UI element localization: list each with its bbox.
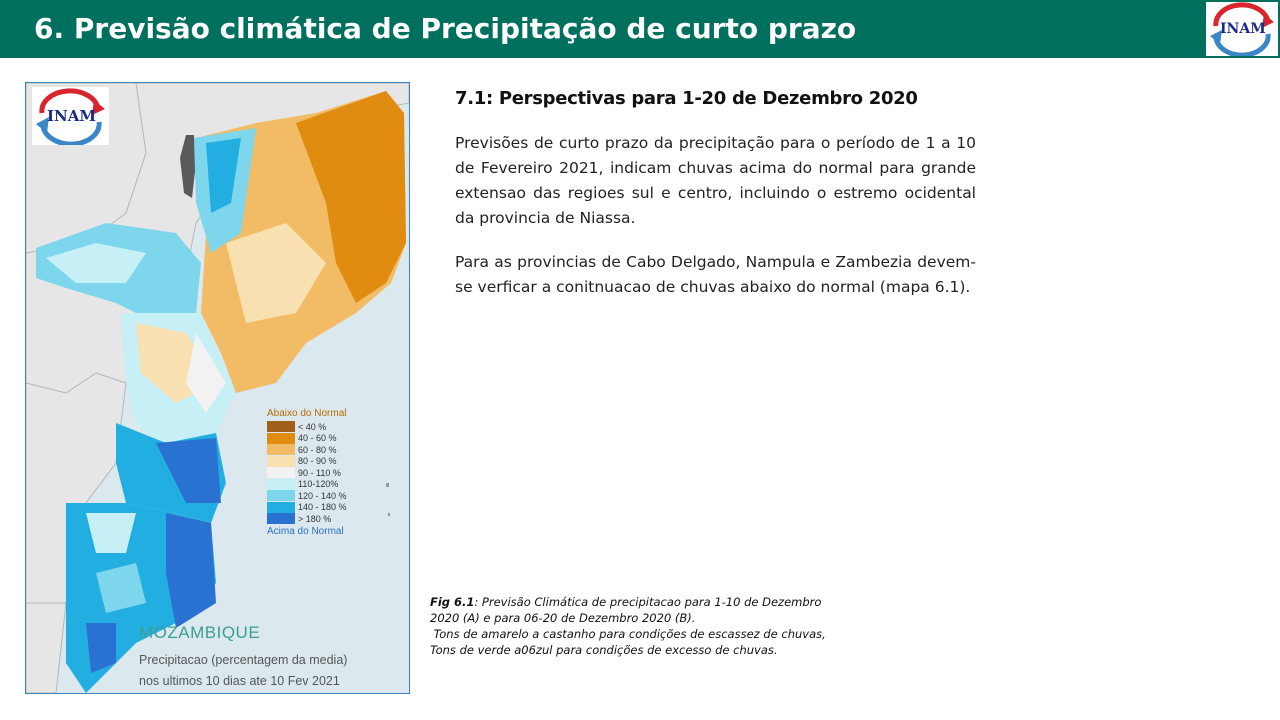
legend-label: < 40 % (298, 421, 327, 432)
legend-row (267, 490, 387, 502)
legend-row (267, 444, 387, 456)
legend-row (267, 513, 387, 525)
legend-label: 40 - 60 % (298, 433, 337, 444)
legend-title-below-normal: Abaixo do Normal (267, 408, 347, 419)
legend-swatch (267, 444, 295, 455)
legend-row (267, 456, 387, 468)
legend-row (267, 433, 387, 445)
map-inam-logo (32, 87, 109, 145)
figure-caption-line4: Tons de verde a06zul para condições de excesso de chuvas. (430, 643, 778, 657)
page-title: 6. Previsão climática de Precipitação de curto prazo (34, 12, 857, 45)
legend-items (267, 421, 387, 525)
figure-caption (430, 594, 890, 658)
figure-caption-label: Fig 6.1 (430, 595, 475, 609)
legend-label: 90 - 110 % (298, 467, 341, 478)
legend-label: 140 - 180 % (298, 502, 347, 513)
legend-row (267, 502, 387, 514)
legend-label: 120 - 140 % (298, 490, 347, 501)
legend-row (267, 467, 387, 479)
legend-label: 110-120% (298, 479, 339, 490)
figure-caption-line3: Tons de amarelo a castanho para condições de escassez de chuvas, (430, 627, 826, 641)
map-legend (267, 408, 387, 537)
paragraph-2: Para as provincias de Cabo Delgado, Nampula e Zambezia devem-se verficar a conitnuacao de chuvas abaixo do normal (mapa 6.1). (455, 253, 976, 296)
legend-row (267, 479, 387, 491)
legend-swatch (267, 490, 295, 501)
figure-caption-line1 (430, 594, 890, 610)
precipitation-map (25, 82, 410, 694)
inam-logo (1206, 2, 1278, 56)
legend-swatch (267, 467, 295, 478)
map-caption-line2: nos ultimos 10 dias ate 10 Fev 2021 (139, 674, 340, 688)
inam-logo-text: INAM (1220, 21, 1266, 37)
legend-swatch (267, 456, 295, 467)
legend-label: 60 - 80 % (298, 444, 337, 455)
legend-swatch (267, 421, 295, 432)
legend-row (267, 421, 387, 433)
legend-label: 80 - 90 % (298, 456, 337, 467)
figure-caption-line2: 2020 (A) e para 06-20 de Dezembro 2020 (B). (430, 611, 696, 625)
figure-caption-line1-text: : Previsão Climática de precipitacao para 1-10 de Dezembro (474, 595, 822, 609)
map-country-label: MOZAMBIQUE (139, 623, 261, 642)
legend-swatch (267, 513, 295, 524)
section-heading: 7.1: Perspectivas para 1-20 de Dezembro 2020 (455, 88, 918, 109)
mozambique-map-graphic (26, 83, 409, 693)
map-caption-line1: Precipitacao (percentagem da media) (139, 653, 348, 667)
legend-title-above-normal: Acima do Normal (267, 525, 344, 537)
legend-label: > 180 % (298, 513, 332, 524)
legend-swatch (267, 433, 295, 444)
legend-swatch (267, 502, 295, 513)
title-bar (0, 0, 1280, 58)
legend-swatch (267, 479, 295, 490)
map-inam-logo-text: INAM (47, 107, 96, 125)
paragraph-1: Previsões de curto prazo da precipitação para o período de 1 a 10 de Fevereiro 2021, indicam chuvas acima do normal para grande extensao das regioes sul e centro, incluindo o estremo ocidental da provincia de Niassa. (455, 134, 976, 227)
